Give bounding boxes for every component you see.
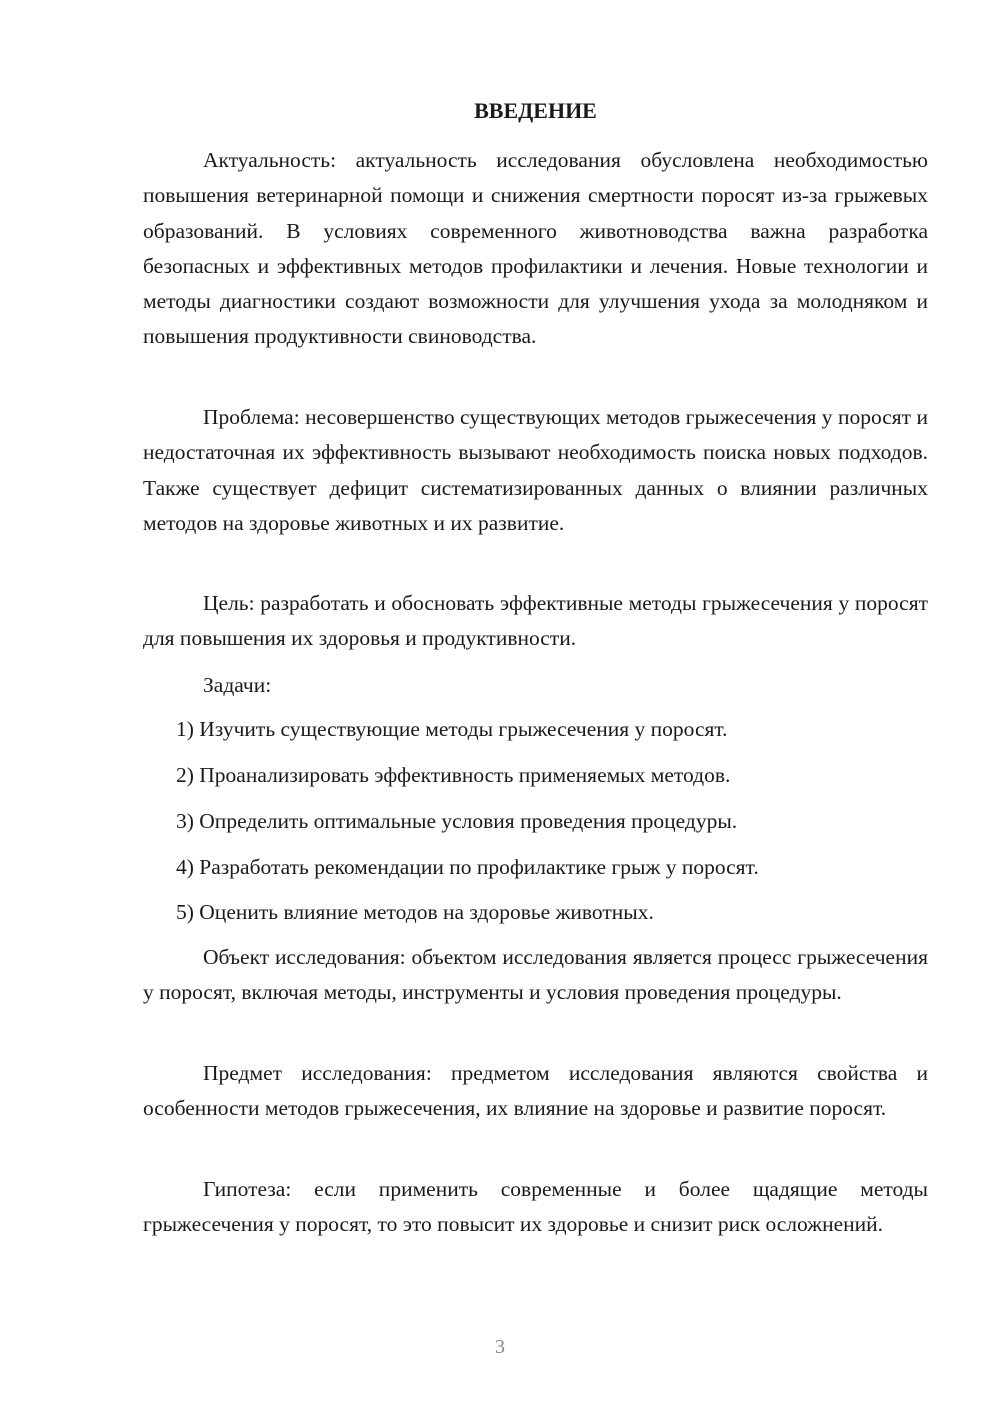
paragraph-problem [143,400,928,541]
page-number: 3 [495,1336,505,1358]
section-heading: ВВЕДЕНИЕ [474,98,597,123]
task-item: 1) Изучить существующие методы грыжесечения у поросят. [176,717,728,741]
paragraph-subject [143,1056,928,1127]
paragraph-hypothesis [143,1172,928,1243]
paragraph-text: Предмет исследования: предметом исследования являются свойства и особенности методов грыжесечения, их влияние на здоровье и развитие поросят. [143,1061,928,1121]
paragraph-text: Гипотеза: если применить современные и более щадящие методы грыжесечения у поросят, то это повысит их здоровье и снизит риск осложнений. [143,1177,928,1237]
paragraph-text: Задачи: [203,673,272,697]
paragraph-text: Актуальность: актуальность исследования обусловлена необходимостью повышения ветеринарной помощи и снижения смертности поросят из-за грыжевых образований. В условиях современного животноводства важна разработка безопасных и эффективных методов профилактики и лечения. Новые технологии и методы диагностики создают возможности для улучшения ухода за молодняком и повышения продуктивности свиноводства. [143,148,928,349]
paragraph-text: Проблема: несовершенство существующих методов грыжесечения у поросят и недостаточная их эффективность вызывают необходимость поиска новых подходов. Также существует дефицит систематизированных данных о влиянии различных методов на здоровье животных и их развитие. [143,405,928,535]
task-item: 2) Проанализировать эффективность применяемых методов. [176,763,731,787]
paragraph-object [143,940,928,1011]
paragraph-text: Цель: разработать и обосновать эффективные методы грыжесечения у поросят для повышения их здоровья и продуктивности. [143,591,928,651]
tasks-label [143,668,928,703]
task-item: 4) Разработать рекомендации по профилактике грыж у поросят. [176,855,759,879]
paragraph-goal [143,586,928,657]
paragraph-actuality [143,143,928,355]
task-item: 3) Определить оптимальные условия проведения процедуры. [176,809,738,833]
task-item: 5) Оценить влияние методов на здоровье животных. [176,900,654,924]
paragraph-text: Объект исследования: объектом исследования является процесс грыжесечения у поросят, включая методы, инструменты и условия проведения процедуры. [143,945,928,1005]
